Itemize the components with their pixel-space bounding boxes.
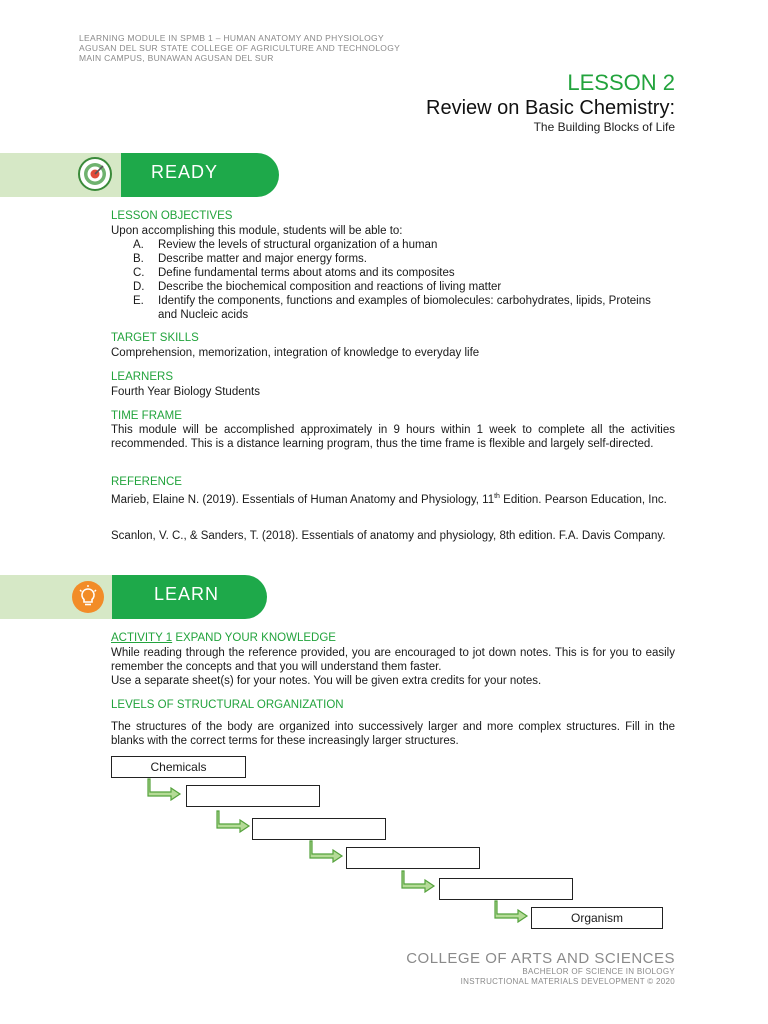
- objective-item: C. Define fundamental terms about atoms and its composites: [133, 267, 455, 279]
- module-header-line2: AGUSAN DEL SUR STATE COLLEGE OF AGRICULTURE AND TECHNOLOGY: [79, 43, 401, 53]
- objectives-intro: Upon accomplishing this module, students will be able to:: [111, 225, 403, 237]
- arrow-icon: [399, 869, 439, 893]
- level-box-blank-2[interactable]: [252, 818, 386, 840]
- time-frame-heading: TIME FRAME: [111, 410, 182, 422]
- lesson-title: Review on Basic Chemistry:: [426, 97, 675, 119]
- module-header-line3: MAIN CAMPUS, BUNAWAN AGUSAN DEL SUR: [79, 53, 274, 63]
- reference-1: Marieb, Elaine N. (2019). Essentials of Human Anatomy and Physiology, 11th Edition. Pearson Education, Inc.: [111, 493, 667, 506]
- target-skills-heading: TARGET SKILLS: [111, 332, 199, 344]
- time-frame-text: This module will be accomplished approximately in 9 hours within 1 week to complete all the activities recommended. This is a distance learning program, thus the time frame is flexible and largely self-directed.: [111, 424, 675, 450]
- level-box-chemicals: Chemicals: [111, 756, 246, 778]
- footer-college: COLLEGE OF ARTS AND SCIENCES: [406, 950, 675, 967]
- lesson-number: LESSON 2: [567, 70, 675, 95]
- activity-notes-text: Use a separate sheet(s) for your notes. You will be given extra credits for your notes.: [111, 675, 542, 687]
- objective-item: D. Describe the biochemical composition and reactions of living matter: [133, 281, 502, 293]
- arrow-icon: [214, 809, 254, 833]
- lesson-subtitle: The Building Blocks of Life: [533, 120, 675, 134]
- module-header-line1: LEARNING MODULE IN SPMB 1 – HUMAN ANATOMY AND PHYSIOLOGY: [79, 33, 384, 43]
- target-icon: [78, 157, 112, 191]
- objectives-heading: LESSON OBJECTIVES: [111, 210, 233, 222]
- reference-heading: REFERENCE: [111, 476, 182, 488]
- footer-program: BACHELOR OF SCIENCE IN BIOLOGY: [522, 967, 675, 976]
- lightbulb-icon: [72, 581, 104, 613]
- reference-2: Scanlon, V. C., & Sanders, T. (2018). Essentials of anatomy and physiology, 8th edition. F.A. Davis Company.: [111, 530, 666, 542]
- levels-heading: LEVELS OF STRUCTURAL ORGANIZATION: [111, 699, 344, 711]
- objectives-list: [133, 238, 653, 322]
- learn-banner: [112, 575, 267, 619]
- ready-label: READY: [151, 162, 219, 182]
- learn-label: LEARN: [154, 584, 220, 604]
- levels-text: The structures of the body are organized into successively larger and more complex structures. Fill in the blanks with the correct terms for these increasingly larger structures.: [111, 721, 675, 747]
- level-box-organism: Organism: [531, 907, 663, 929]
- ready-banner: [121, 153, 279, 197]
- objective-item: A. Review the levels of structural organization of a human: [133, 239, 438, 251]
- level-box-blank-1[interactable]: [186, 785, 320, 807]
- objective-item: B. Describe matter and major energy forms.: [133, 253, 367, 265]
- target-skills-text: Comprehension, memorization, integration of knowledge to everyday life: [111, 347, 480, 359]
- activity-text: While reading through the reference provided, you are encouraged to jot down notes. This is for you to easily remember the concepts and that you will understand them faster.: [111, 647, 675, 673]
- activity-heading: ACTIVITY 1 EXPAND YOUR KNOWLEDGE: [111, 632, 336, 644]
- learners-heading: LEARNERS: [111, 371, 173, 383]
- arrow-icon: [307, 839, 347, 863]
- learners-text: Fourth Year Biology Students: [111, 386, 260, 398]
- arrow-icon: [492, 899, 532, 923]
- level-box-blank-4[interactable]: [439, 878, 573, 900]
- level-box-blank-3[interactable]: [346, 847, 480, 869]
- arrow-icon: [145, 777, 185, 801]
- footer-imd: INSTRUCTIONAL MATERIALS DEVELOPMENT © 2020: [460, 977, 675, 986]
- objective-item: E. Identify the components, functions and examples of biomolecules: carbohydrates, lipids, Proteins and Nucleic acids: [133, 295, 651, 321]
